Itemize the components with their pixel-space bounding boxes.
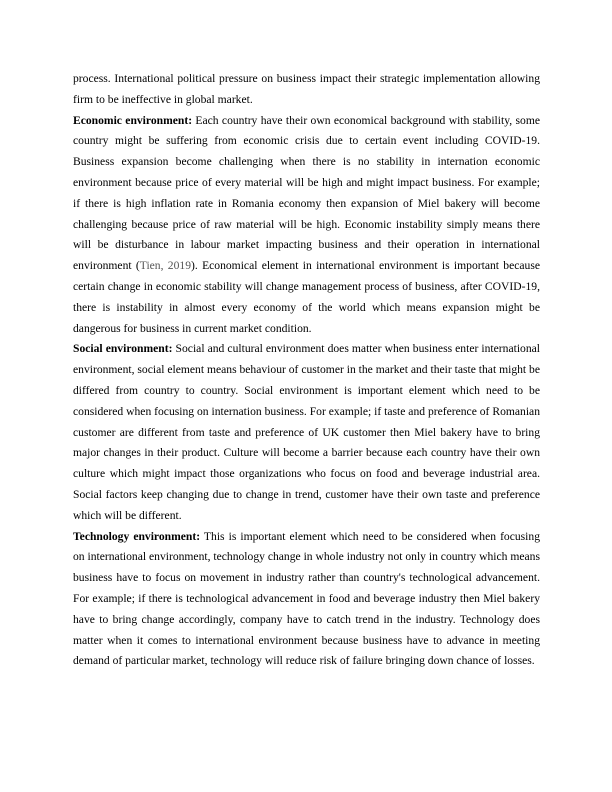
- paragraph-economic-environment: [73, 111, 540, 340]
- document-body: [73, 69, 540, 672]
- paragraph-social-environment: [73, 339, 540, 526]
- citation: Tien, 2019: [139, 259, 191, 273]
- paragraph-text: Social and cultural environment does matter when business enter international environment, social element means behaviour of customer in the market and their taste that might be differed from country to country. Social environment is important element which need to be considered when focusing on internation business. For example; if taste and preference of Romanian customer are different from taste and preference of UK customer then Miel bakery have to bring major changes in their product. Culture will become a barrier because each country have their own culture which might impact those organizations who focus on food and beverage industrial area. Social factors keep changing due to change in trend, customer have their own taste and preference which will be different.: [73, 342, 541, 522]
- paragraph-text: process. International political pressure on business impact their strategic implementation allowing firm to be ineffective in global market.: [73, 72, 540, 106]
- paragraph-text: This is important element which need to be considered when focusing on international environment, technology change in whole industry not only in country which means business have to focus on movement in industry rather than country's technological advancement. For example; if there is technological advancement in food and beverage industry then Miel bakery have to bring change accordingly, company have to catch trend in the industry. Technology does matter when it comes to international environment because business have to advance in meeting demand of particular market, technology will reduce risk of failure bringing down chance of losses.: [73, 529, 540, 668]
- paragraph-technology-environment: [73, 527, 540, 673]
- paragraph-political-continuation: [73, 69, 540, 111]
- paragraph-text: ). Economical element in international environment is important because certain change in economic stability will change management process of business, after COVID-19, there is instability in almost every economy of the world which means expansion might be dangerous for business in current market condition.: [73, 259, 540, 335]
- section-heading-technology: Technology environment:: [73, 529, 201, 543]
- section-heading-social: Social environment:: [73, 342, 173, 356]
- section-heading-economic: Economic environment:: [73, 113, 193, 127]
- paragraph-text: Each country have their own economical background with stability, some country might be suffering from economic crisis due to certain event including COVID-19. Business expansion become challenging when there is no stability in internation economic environment because price of every material will be high and might impact business. For example; if there is high inflation rate in Romania economy then expansion of Miel bakery will become challenging because price of raw material will be high. Economic instability simply means there will be disturbance in labour market impacting business and their operation in international environment (: [73, 113, 540, 273]
